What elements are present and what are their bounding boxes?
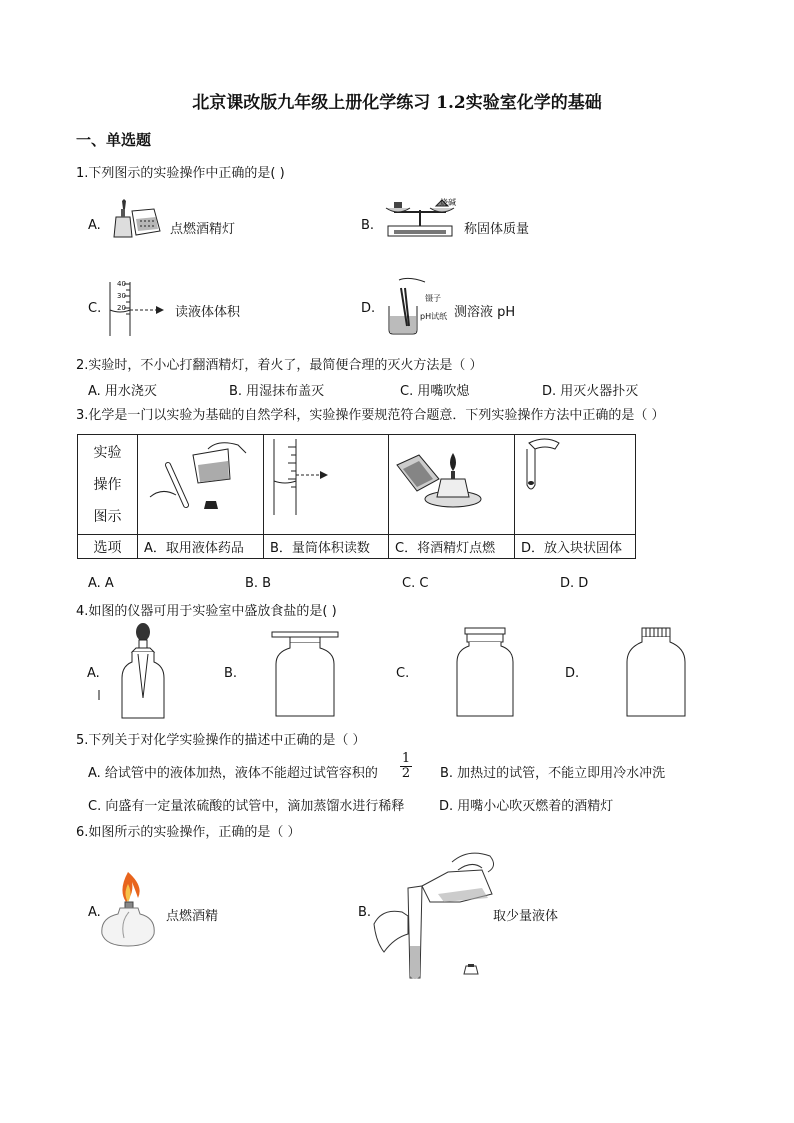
q5-option-d[interactable]: D. 用嘴小心吹灭燃着的酒精灯 <box>439 799 614 814</box>
wide-mouth-bottle-figure <box>270 630 340 718</box>
q6-option-b-letter: B. <box>358 905 372 920</box>
lamp-to-lamp-lighting-figure <box>389 435 514 530</box>
q3-cell-d: D．放入块状固体 <box>515 535 636 559</box>
q3-image-cell-d <box>515 435 636 535</box>
ph-test-figure <box>385 276 435 336</box>
q3-image-cell-c <box>389 435 515 535</box>
q3-image-cell-a <box>138 435 264 535</box>
q3-cell-c: C．将酒精灯点燃 <box>389 535 515 559</box>
question-4-stem: 4.如图的仪器可用于实验室中盛放食盐的是( ) <box>76 604 337 619</box>
q5-fraction-denominator: 2 <box>401 766 411 781</box>
dropper-bottle-figure <box>118 622 168 720</box>
q1-option-a-letter: A. <box>88 218 101 233</box>
question-5-stem: 5.下列关于对化学实验操作的描述中正确的是（ ） <box>76 733 366 748</box>
q3-cell-b: B．量筒体积读数 <box>264 535 389 559</box>
q4-option-b-letter: B. <box>224 666 238 681</box>
q6-option-a-letter: A. <box>88 905 101 920</box>
q3-image-cell-b <box>264 435 389 535</box>
lamp-lighting-color-figure <box>98 868 160 950</box>
q1-option-d-text: 测溶液 pH <box>454 305 516 320</box>
q3-option-d[interactable]: D. D <box>560 576 589 591</box>
q2-option-c[interactable]: C. 用嘴吹熄 <box>400 384 470 399</box>
pouring-liquid-figure <box>138 435 263 530</box>
question-1-stem: 1.下列图示的实验操作中正确的是( ) <box>76 166 285 181</box>
q3-header-line-2: 操作 <box>93 476 122 493</box>
q5-fraction-numerator: 1 <box>401 751 411 766</box>
q3-cell-a: A．取用液体药品 <box>138 535 264 559</box>
q3-header-line-1: 实验 <box>93 444 122 461</box>
q2-option-d[interactable]: D. 用灭火器扑灭 <box>542 384 639 399</box>
q5-option-b[interactable]: B. 加热过的试管，不能立即用冷水冲洗 <box>440 766 666 781</box>
q5-option-a[interactable]: A. 给试管中的液体加热，液体不能超过试管容积的 <box>88 766 378 781</box>
q4-option-d-letter: D. <box>565 666 580 681</box>
small-mark <box>98 690 101 700</box>
q6-option-a-text: 点燃酒精 <box>166 909 219 924</box>
section-heading: 一、单选题 <box>76 131 152 149</box>
q3-option-b[interactable]: B. B <box>245 576 272 591</box>
q5-fraction <box>400 752 412 781</box>
q3-row-label: 选项 <box>78 535 138 559</box>
q1-option-d-letter: D. <box>361 301 376 316</box>
q1-d-ph-paper-label: pH试纸 <box>420 312 448 321</box>
q4-option-c-letter: C. <box>396 666 410 681</box>
question-3-stem: 3.化学是一门以实验为基础的自然学科，实验操作要规范符合题意．下列实验操作方法中正确的是（ ） <box>76 408 665 423</box>
pour-liquid-hand-figure <box>372 842 502 982</box>
q3-table <box>77 434 636 559</box>
q1-option-b-letter: B. <box>361 218 375 233</box>
q1-option-c-text: 读液体体积 <box>175 305 241 320</box>
narrow-mouth-bottle-figure <box>455 626 515 718</box>
question-2-stem: 2.实验时，不小心打翻酒精灯，着火了，最简便合理的灭火方法是（ ） <box>76 358 483 373</box>
cylinder-tick-20: 20 <box>117 304 126 312</box>
q1-option-a-text: 点燃酒精灯 <box>170 222 236 237</box>
q3-header-line-3: 图示 <box>93 508 122 525</box>
q2-option-b[interactable]: B. 用湿抹布盖灭 <box>229 384 325 399</box>
question-6-stem: 6.如图所示的实验操作，正确的是（ ） <box>76 825 301 840</box>
q6-option-b-text: 取少量液体 <box>493 909 559 924</box>
q3-header-cell <box>78 435 138 535</box>
q4-option-a-letter: A. <box>87 666 100 681</box>
q1-option-b-text: 称固体质量 <box>464 222 530 237</box>
q1-d-tweezers-label: 镊子 <box>425 294 441 303</box>
alcohol-lamp-lighting-figure <box>110 197 165 242</box>
page-title: 北京课改版九年级上册化学练习 1.2实验室化学的基础 <box>192 93 602 113</box>
cylinder-reading-figure <box>264 435 388 530</box>
cylinder-tick-40: 40 <box>117 280 126 288</box>
q3-option-c[interactable]: C. C <box>402 576 429 591</box>
test-tube-solid-figure <box>515 435 635 530</box>
q5-option-c[interactable]: C. 向盛有一定量浓硫酸的试管中，滴加蒸馏水进行稀释 <box>88 799 405 814</box>
cylinder-tick-30: 30 <box>117 292 126 300</box>
screw-cap-bottle-figure <box>625 626 687 718</box>
q2-option-a[interactable]: A. 用水浇灭 <box>88 384 157 399</box>
q3-option-a[interactable]: A. A <box>88 576 114 591</box>
q1-b-tag-label: 烧碱 <box>440 198 456 207</box>
q1-option-c-letter: C. <box>88 301 102 316</box>
